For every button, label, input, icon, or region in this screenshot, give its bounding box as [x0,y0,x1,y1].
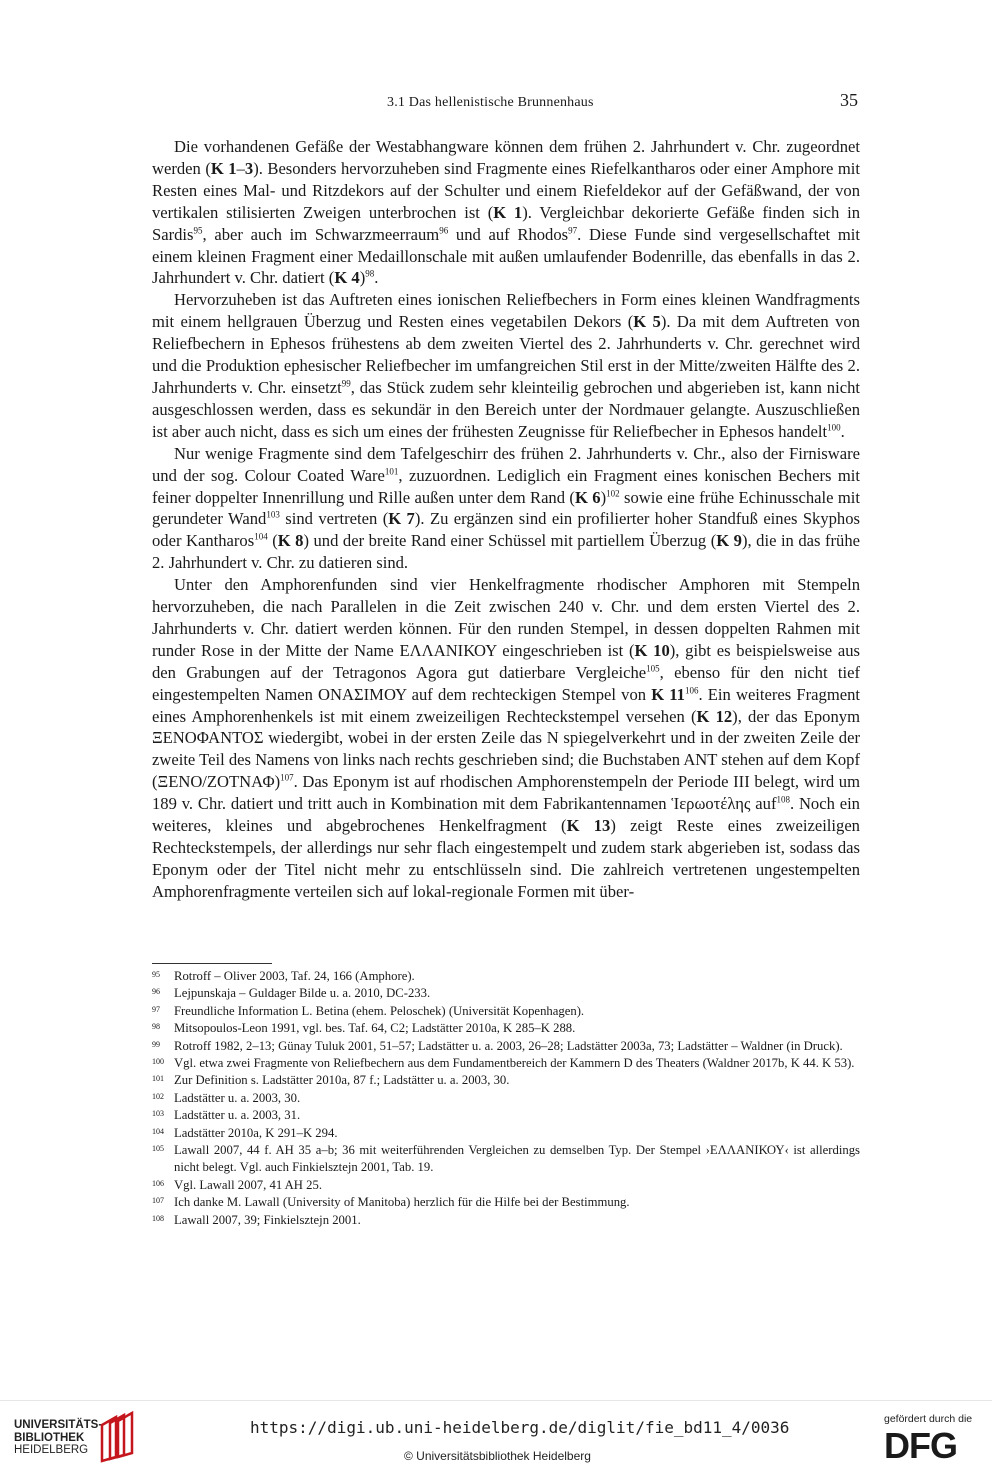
footnote-marker[interactable]: 105 [646,663,660,674]
footnote-number: 107 [152,1196,164,1206]
catalogue-ref: K 13 [566,816,611,836]
footnote-text: Lawall 2007, 44 f. AH 35 a–b; 36 mit weiterführenden Vergleichen zu demselben Typ. Der Stempel ›ΕΛΛΑΝΙΚΟΥ‹ ist allerdings nicht belegt. Vgl. auch Finkielsztejn 2001, Tab. 19. [174,1143,860,1175]
footnote-marker[interactable]: 102 [606,487,620,498]
text-run: ). Vergleichbar dekorierte Gefäße finden sich in Sardis [152,202,861,244]
footnote [152,1142,860,1177]
footnote-number: 106 [152,1178,164,1188]
library-logo-line: UNIVERSITÄTS- [14,1419,103,1431]
footnote-text: Ladstätter u. a. 2003, 30. [174,1090,301,1105]
text-run: ). Da mit dem Auftreten von Reliefbechern in Ephesos frühestens ab dem zweiten Viertel des 2. Jahrhunderts v. Chr. gerechnet wird und die Produktion ephesischer Reliefbecher im umfangreichen Stil erst in der Mitte/zweiten Hälfte des 2. Jahrhunderts v. Chr. einsetzt [152,312,860,397]
text-run: ( [267,531,278,551]
footnote-text: Lejpunskaja – Guldager Bilde u. a. 2010, DC-233. [174,986,431,1001]
text-run: Unter den Amphorenfunden sind vier Henkelfragmente rhodischer Amphoren mit Stempeln hervorzuheben, die nach Parallelen in die Zeit zwischen 240 v. Chr. und dem ersten Viertel des 2. Jahrhunderts v. Chr. datiert werden können. Für den runden Stempel, in dessen doppelten Rahmen mit runder Rose in der Mitte der Name ΕΛΛΑΝΙΚΟΥ eingeschrieben ist ( [152,575,860,660]
catalogue-ref: K 10 [634,640,670,660]
footnote-text: Lawall 2007, 39; Finkielsztejn 2001. [174,1212,361,1227]
footnote-number: 104 [152,1126,164,1136]
text-run: Hervorzuheben ist das Auftreten eines ionischen Reliefbechers in Form eines kleinen Wandfragments mit einem hellgrauen Überzug und Resten eines vegetabilen Dekors ( [152,290,860,332]
footnote-number: 97 [152,1004,160,1014]
footnote-number: 95 [152,970,160,979]
footnote-marker[interactable]: 100 [827,422,841,433]
text-run: ), die in das frühe 2. Jahrhundert v. Chr. zu datieren sind. [152,531,861,573]
text-run: Die vorhandenen Gefäße der Westabhangware können dem frühen 2. Jahrhundert v. Chr. zugeordnet werden ( [152,137,860,178]
footnote [152,1194,860,1211]
paragraph-4 [152,574,860,903]
catalogue-ref: K 1 [493,202,523,222]
footnote-marker[interactable]: 101 [384,466,399,477]
footnote [152,1090,860,1107]
footnote-separator [152,963,272,964]
catalogue-ref: 3 [244,158,254,178]
paragraph-2 [152,289,860,442]
footnote [152,1177,860,1194]
footnote-text: Zur Definition s. Ladstätter 2010a, 87 f.; Ladstätter u. a. 2003, 30. [174,1073,510,1088]
footnote [152,1055,860,1072]
footnote-text: Rotroff – Oliver 2003, Taf. 24, 166 (Amphore). [174,969,415,983]
text-run: sind vertreten ( [279,509,389,529]
running-head: 3.1 Das hellenistische Brunnenhaus [387,95,594,110]
footnote-number: 101 [152,1074,164,1084]
footnote-number: 100 [152,1057,164,1067]
footnote-text: Freundliche Information L. Betina (ehem. Peloschek) (Universität Kopenhagen). [174,1003,585,1018]
catalogue-ref: K 6 [574,487,601,507]
catalogue-ref: K 12 [696,706,733,726]
dfg-caption: gefördert durch die [884,1413,973,1425]
text-run: . Diese Funde sind vergesellschaftet mit einem kleinen Fragment einer Medaillonschale mit außen umlaufender Bodenrille, das ebenfalls in das 2. Jahrhundert v. Chr. datiert ( [152,224,860,288]
text-run: ) [359,268,366,288]
text-run: ) und der breite Rand einer Schüssel mit partiellem Überzug ( [303,531,717,551]
footnote-number: 105 [152,1144,164,1154]
text-run: ). Zu ergänzen sind ein profilierter hoher Standfuß eines Skyphos oder Kantharos [152,509,860,551]
text-run: , aber auch im Schwarzmeerraum [202,224,440,244]
footnote-text: Ladstätter u. a. 2003, 31. [174,1108,301,1123]
footnote-marker[interactable]: 98 [365,268,375,279]
text-run: sowie eine frühe Echinusschale mit gerundeter Wand [152,487,860,529]
footnote-text: Vgl. Lawall 2007, 41 AH 25. [174,1177,323,1192]
footnote-number: 99 [152,1039,160,1049]
footnote-text: Ich danke M. Lawall (University of Manitoba) herzlich für die Hilfe bei der Bestimmung. [174,1195,630,1210]
footnote-text: Mitsopoulos-Leon 1991, vgl. bes. Taf. 64, C2; Ladstätter 2010a, K 285–K 288. [174,1021,576,1036]
text-run: ). Besonders hervorzuheben sind Fragmente eines Riefelkantharos oder einer Amphore mit Resten eines Mal- und Ritzdekors auf der Schulter und einem Riefeldekor auf der Gefäßwand, der von vertikalen stilisierten Zweigen unterbrochen ist ( [152,158,860,222]
text-run: ), der das Eponym ΞΕΝΟΦΑΝΤΟΣ wiedergibt, wobei in der ersten Zeile das N spiegelverkehrt und in der zweiten Zeile der zweite Teil des Namens von links nach rechts geschrieben sind; die Buchstaben ANT stehen auf dem Kopf (ΞΕΝΟ/ΖΟΤΝΑΦ) [152,706,860,792]
catalogue-ref: K 7 [388,509,415,529]
footnote-number: 98 [152,1022,160,1032]
text-run: und auf Rhodos [448,224,569,244]
text-run: Nur wenige Fragmente sind dem Tafelgeschirr des frühen 2. Jahrhunderts v. Chr., also der Firnisware und der sog. Colour Coated Ware [152,443,860,485]
footnote-number: 108 [152,1213,164,1223]
library-logo[interactable] [14,1419,102,1457]
text-run: , ebenso für den nicht tief eingestempelten Namen ΟΝΑΣΙΜΟΥ auf dem rechteckigen Stempel von [152,662,860,704]
copyright-notice: © Universitätsbibliothek Heidelberg [404,1449,591,1463]
footnote [152,1212,860,1229]
text-run: . [374,268,379,288]
text-run: ), gibt es beispielsweise aus den Grabungen auf der Tetragonos Agora gut datierbare Vergleiche [152,640,861,682]
text-run: . Ein weiteres Fragment eines Amphorenhenkels ist mit einem zweizeiligen Rechteckstempel versehen ( [152,684,860,726]
text-run: – [236,158,245,178]
library-logo-line: BIBLIOTHEK [14,1431,85,1444]
text-run: , zuzuordnen. Lediglich ein Fragment eines konischen Bechers mit feiner doppelter Innenrillung und Rille außen unter dem Rand ( [152,465,861,507]
paragraph-1 [152,136,860,289]
footnote-marker[interactable]: 97 [568,225,578,236]
footnote-number: 103 [152,1109,164,1119]
dfg-logo[interactable]: DFG [884,1425,957,1466]
permalink-url[interactable]: https://digi.ub.uni-heidelberg.de/diglit/fie_bd11_4/0036 [250,1418,790,1437]
footnote-marker[interactable]: 103 [266,509,280,520]
footnote-marker[interactable]: 104 [254,531,268,542]
footnote-marker[interactable]: 99 [341,378,351,389]
paragraph-3 [152,443,860,574]
text-run: ) zeigt Reste eines zweizeiligen Rechteckstempels, der allerdings nur sehr flach eingestempelt und zudem stark abgerieben ist, sodass das Eponym oder der Titel nicht mehr zu entschlüsseln sind. Die zahlreich vertretenen ungestempelten Amphorenfragmente verteilen sich auf lokal-regionale Formen mit über- [152,816,860,901]
catalogue-ref: K 4 [334,268,360,288]
page-number: 35 [840,90,858,110]
catalogue-ref: K 9 [716,531,742,551]
viewer-footer [0,1400,992,1475]
catalogue-ref: K 5 [633,312,661,332]
footnote [152,1003,860,1020]
library-emblem-icon [98,1411,138,1463]
footnotes [152,968,860,1229]
text-run: . Das Eponym ist auf rhodischen Amphorenstempeln der Periode III belegt, wird um 189 v. Chr. datiert und tritt auch in Kombination mit dem Fabrikantennamen Ἱερωοτέλης auf [152,772,860,814]
footnote-marker[interactable]: 95 [193,225,203,236]
footnote-text: Vgl. etwa zwei Fragmente von Reliefbechern aus dem Fundamentbereich der Kammern D des Theaters (Waldner 2017b, K 44. K 53). [174,1056,855,1071]
footnote-marker[interactable]: 96 [439,225,449,236]
catalogue-ref: K 8 [277,531,304,551]
footnote-marker[interactable]: 107 [280,772,294,783]
footnote-number: 102 [152,1091,164,1101]
catalogue-ref: K 1 [210,158,237,178]
text-run: , das Stück zudem sehr kleinteilig gebrochen und abgerieben ist, kann nicht ausgeschlossen werden, dass es sekundär in den Bereich unter der Nordmauer gelangte. Auszuschließen ist aber auch nicht, dass es sich um eines der frühesten Zeugnisse für Reliefbecher in Ephesos handelt [152,377,860,441]
footnote-text: Ladstätter 2010a, K 291–K 294. [174,1125,338,1140]
footnote [152,1020,860,1037]
footnote-number: 96 [152,987,160,997]
catalogue-ref: K 11 [651,684,685,704]
footnote [152,968,860,985]
footnote-marker[interactable]: 108 [776,794,790,805]
body-text [152,136,860,903]
library-logo-line: HEIDELBERG [14,1444,89,1456]
footnote [152,1038,860,1055]
footnote [152,1072,860,1089]
footnote [152,985,860,1002]
footnote-marker[interactable]: 106 [684,685,699,696]
footnote-text: Rotroff 1982, 2–13; Günay Tuluk 2001, 51–57; Ladstätter u. a. 2003, 26–28; Ladstätter 2003a, 73; Ladstätter – Waldner (in Druck). [174,1038,843,1053]
text-run: . [840,421,845,441]
footnote [152,1125,860,1142]
text-run: . Noch ein weiteres, kleines und abgebrochenes Henkelfragment ( [152,794,860,836]
footnote [152,1107,860,1124]
text-run: ) [600,487,607,507]
